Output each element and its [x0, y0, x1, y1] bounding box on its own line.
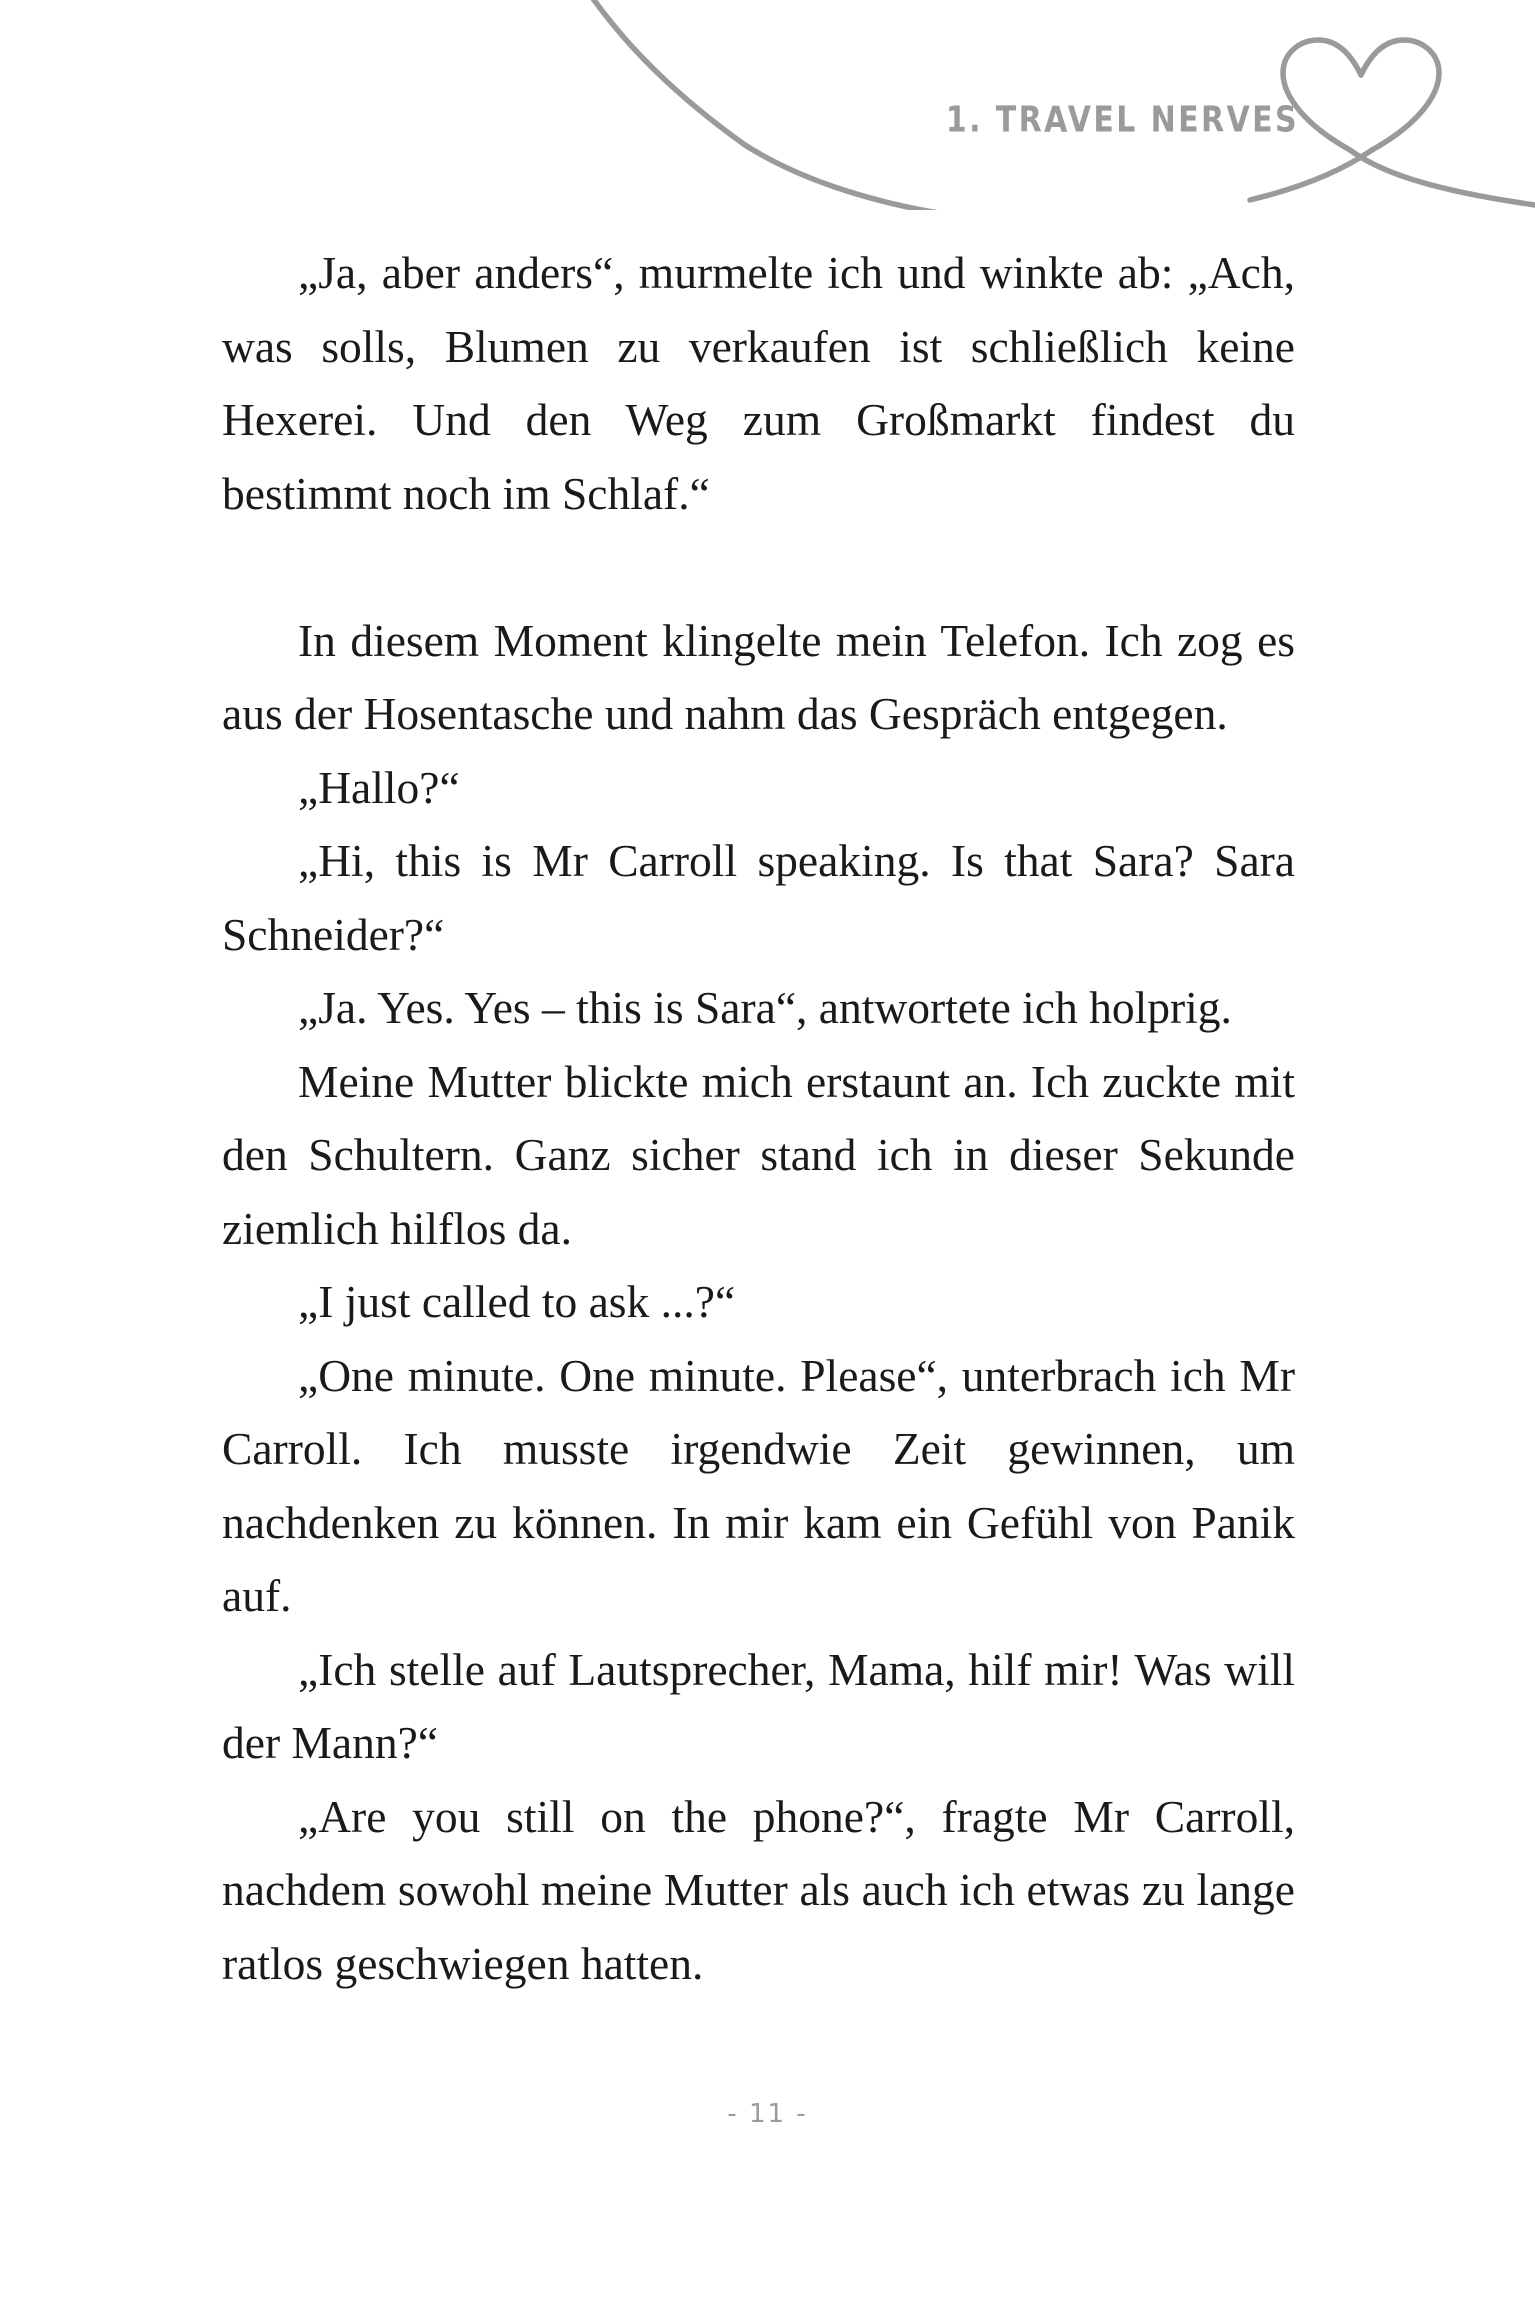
body-text	[222, 236, 1295, 2000]
page-footer	[0, 2099, 1535, 2129]
heart-doodle-icon	[0, 0, 1535, 210]
paragraph: „Hi, this is Mr Carroll speaking. Is that Sara? Sara Schneider?“	[222, 835, 1295, 960]
paragraph: „One minute. One minute. Please“, unterbrach ich Mr Carroll. Ich musste irgendwie Zeit gewinnen, um nachdenken zu können. In mir kam ein Gefühl von Panik auf.	[222, 1349, 1295, 1621]
chapter-title: 1. TRAVEL NERVES	[945, 99, 1299, 142]
running-header	[0, 0, 1535, 210]
paragraph: „I just called to ask ...?“	[298, 1276, 736, 1327]
paragraph: „Ich stelle auf Lautsprecher, Mama, hilf mir! Was will der Mann?“	[222, 1643, 1295, 1768]
page-number: - 11 -	[727, 2099, 808, 2129]
paragraph: „Ja, aber anders“, murmelte ich und winkte ab: „Ach, was solls, Blumen zu verkaufen ist schließlich keine Hexerei. Und den Weg zum Großmarkt findest du bestimmt noch im Schlaf.“	[222, 247, 1295, 519]
paragraph: Meine Mutter blickte mich erstaunt an. Ich zuckte mit den Schultern. Ganz sicher stand ich in dieser Sekunde ziemlich hilflos da.	[222, 1055, 1295, 1254]
paragraph: „Are you still on the phone?“, fragte Mr Carroll, nachdem sowohl meine Mutter als auch ich etwas zu lange ratlos geschwiegen hatten.	[222, 1790, 1295, 1989]
paragraph: In diesem Moment klingelte mein Telefon. Ich zog es aus der Hosentasche und nahm das Gespräch entgegen.	[222, 614, 1295, 739]
paragraph: „Ja. Yes. Yes – this is Sara“, antwortete ich holprig.	[298, 982, 1232, 1033]
paragraph: „Hallo?“	[298, 761, 460, 813]
